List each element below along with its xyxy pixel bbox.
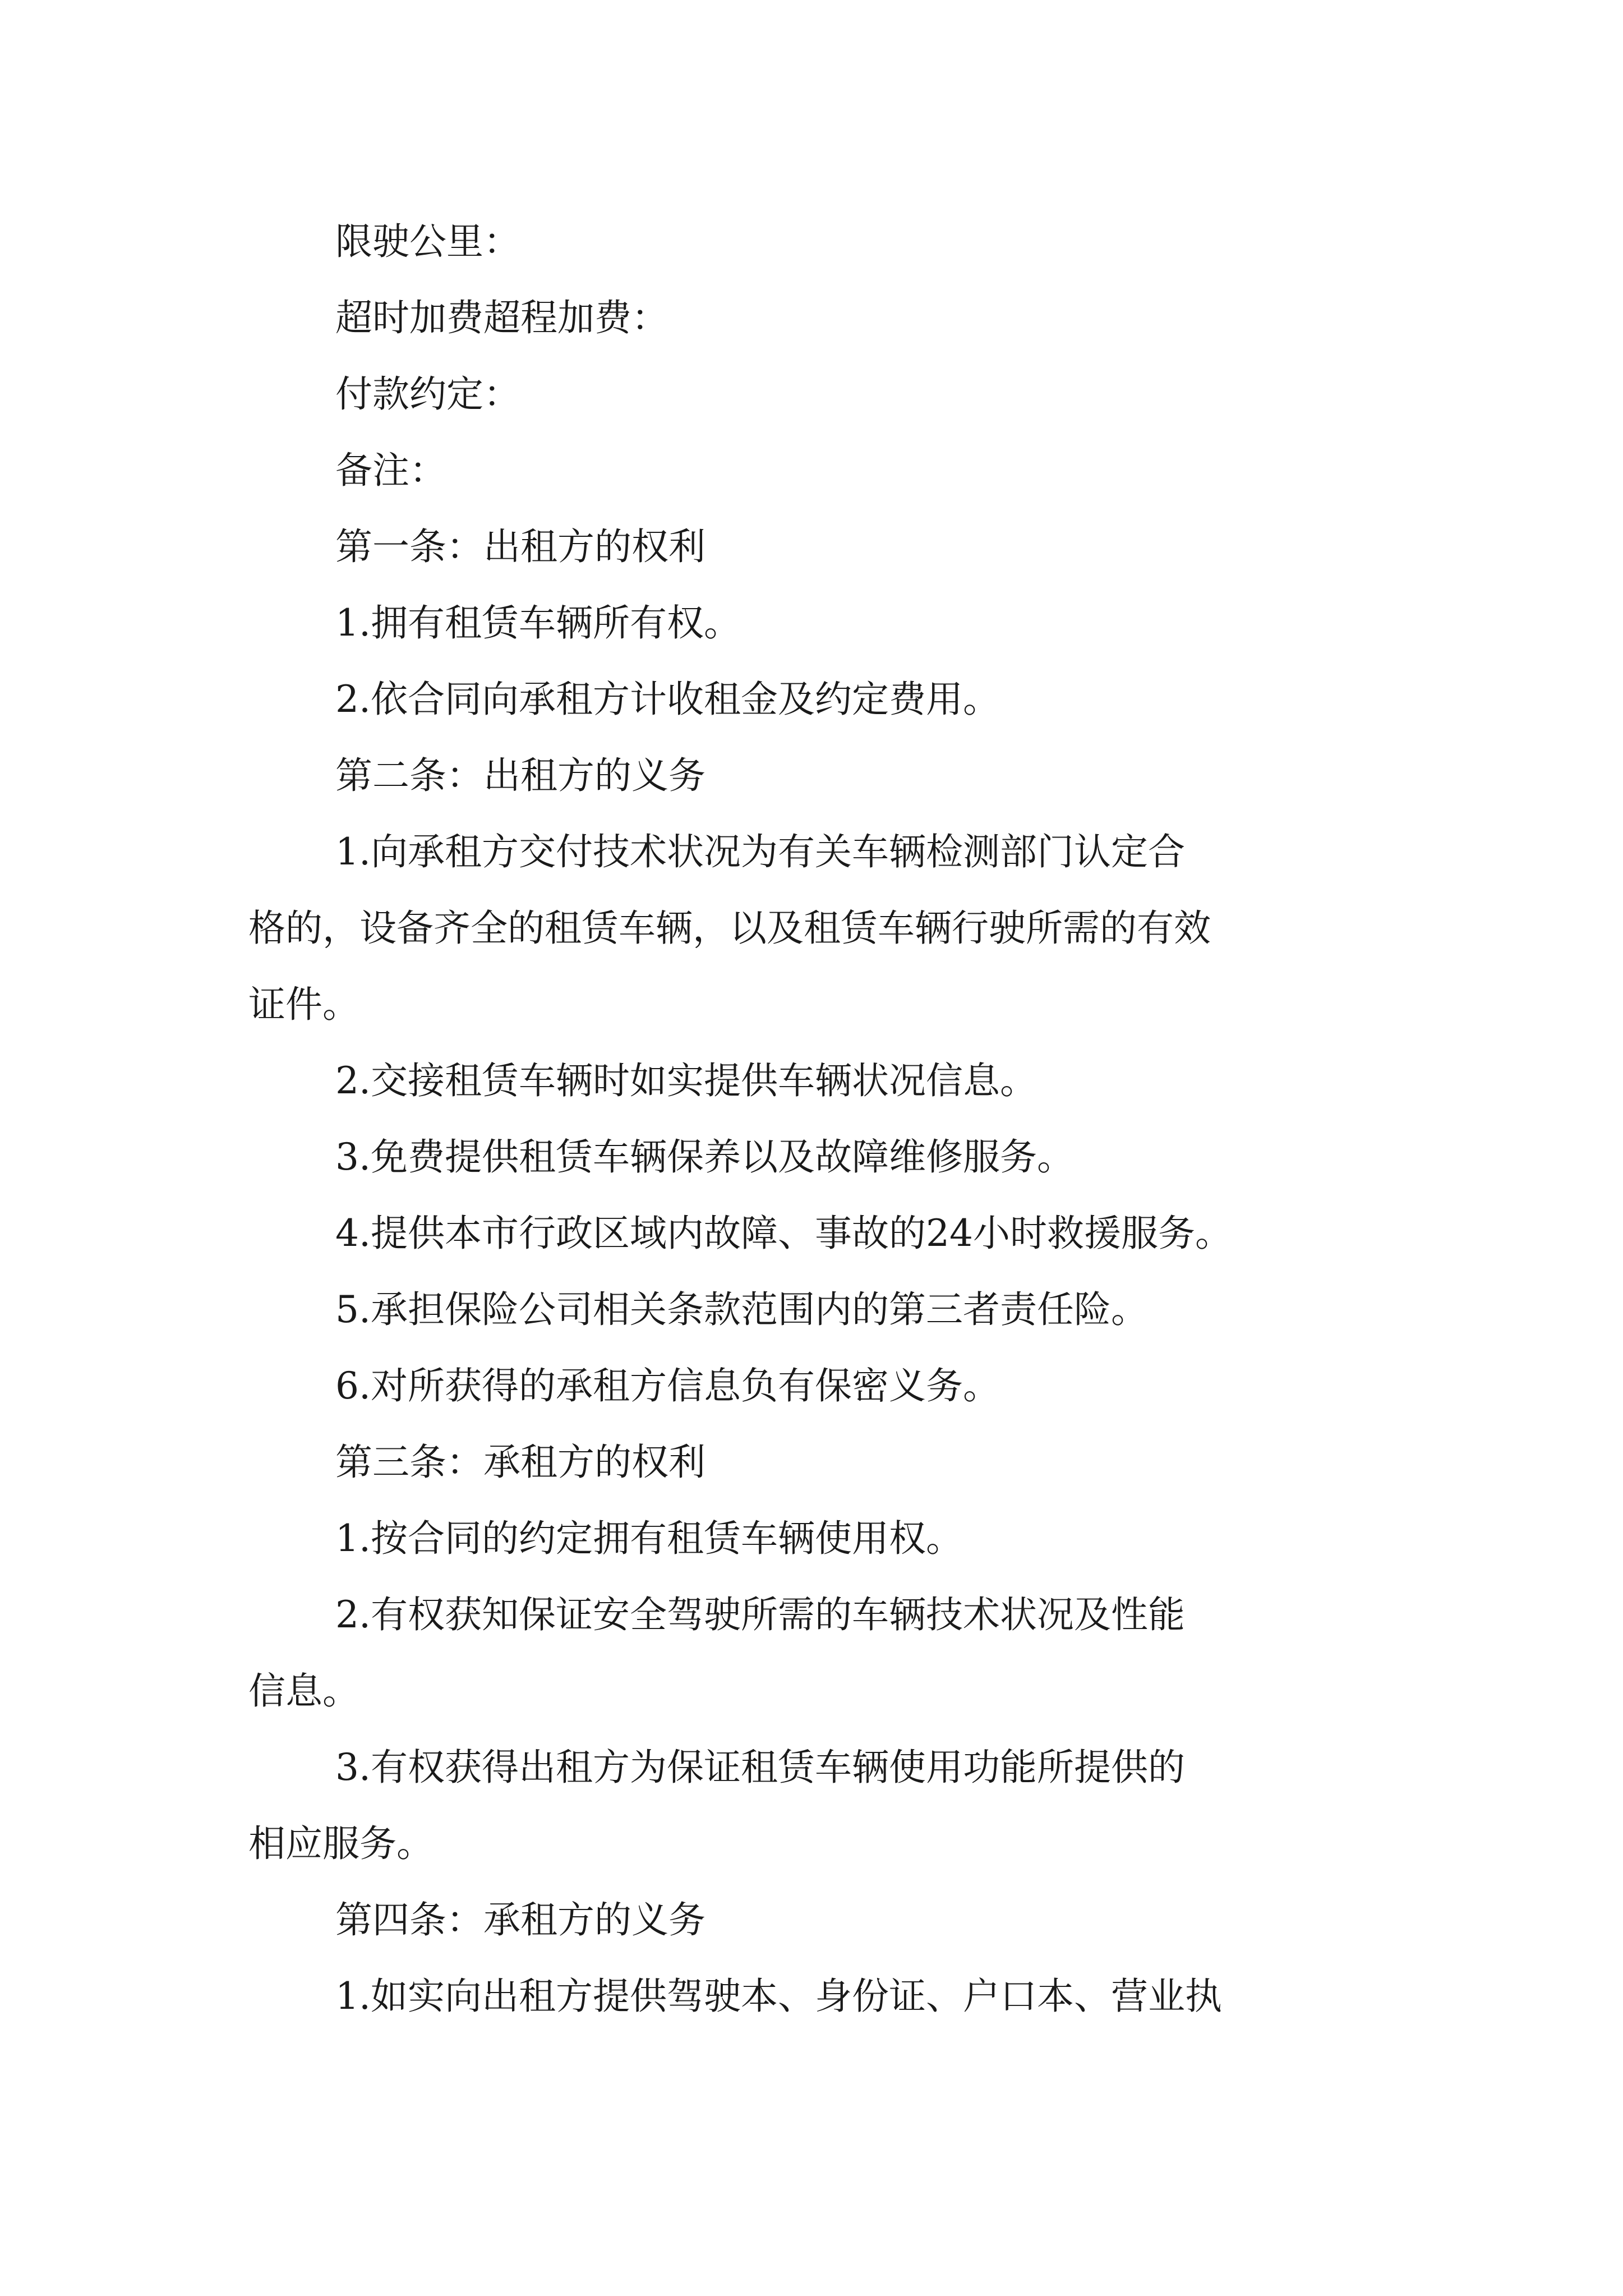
article-3-item-1: 1.按合同的约定拥有租赁车辆使用权。 (335, 1517, 963, 1560)
field-remarks: 备注： (335, 449, 446, 492)
article-2-item-1-line-3: 证件。 (248, 983, 359, 1026)
article-2-item-6: 6.对所获得的承租方信息负有保密义务。 (335, 1364, 1000, 1407)
article-3-heading: 第三条：承租方的权利 (335, 1441, 706, 1484)
field-payment-terms: 付款约定： (335, 372, 520, 416)
article-2-item-1-line-1: 1.向承租方交付技术状况为有关车辆检测部门认定合 (335, 830, 1185, 873)
article-1-heading: 第一条：出租方的权利 (335, 525, 706, 568)
article-3-item-2-line-2: 信息。 (248, 1669, 359, 1713)
article-2-heading: 第二条：出租方的义务 (335, 754, 706, 797)
article-2-item-5: 5.承担保险公司相关条款范围内的第三者责任险。 (335, 1288, 1148, 1331)
field-mileage-limit: 限驶公里： (335, 220, 520, 263)
article-3-item-2-line-1: 2.有权获知保证安全驾驶所需的车辆技术状况及性能 (335, 1593, 1185, 1636)
article-2-item-4: 4.提供本市行政区域内故障、事故的24小时救援服务。 (335, 1212, 1232, 1255)
article-1-item-1: 1.拥有租赁车辆所有权。 (335, 601, 741, 645)
article-3-item-3-line-1: 3.有权获得出租方为保证租赁车辆使用功能所提供的 (335, 1746, 1185, 1789)
article-2-item-2: 2.交接租赁车辆时如实提供车辆状况信息。 (335, 1059, 1037, 1102)
field-overtime-fee: 超时加费超程加费： (335, 296, 668, 339)
article-3-item-3-line-2: 相应服务。 (248, 1822, 434, 1865)
article-4-item-1-line-1: 1.如实向出租方提供驾驶本、身份证、户口本、营业执 (335, 1975, 1222, 2018)
article-2-item-1-line-2: 格的，设备齐全的租赁车辆，以及租赁车辆行驶所需的有效 (248, 907, 1211, 950)
article-4-heading: 第四条：承租方的义务 (335, 1898, 706, 1941)
article-1-item-2: 2.依合同向承租方计收租金及约定费用。 (335, 678, 1000, 721)
article-2-item-3: 3.免费提供租赁车辆保养以及故障维修服务。 (335, 1135, 1074, 1179)
